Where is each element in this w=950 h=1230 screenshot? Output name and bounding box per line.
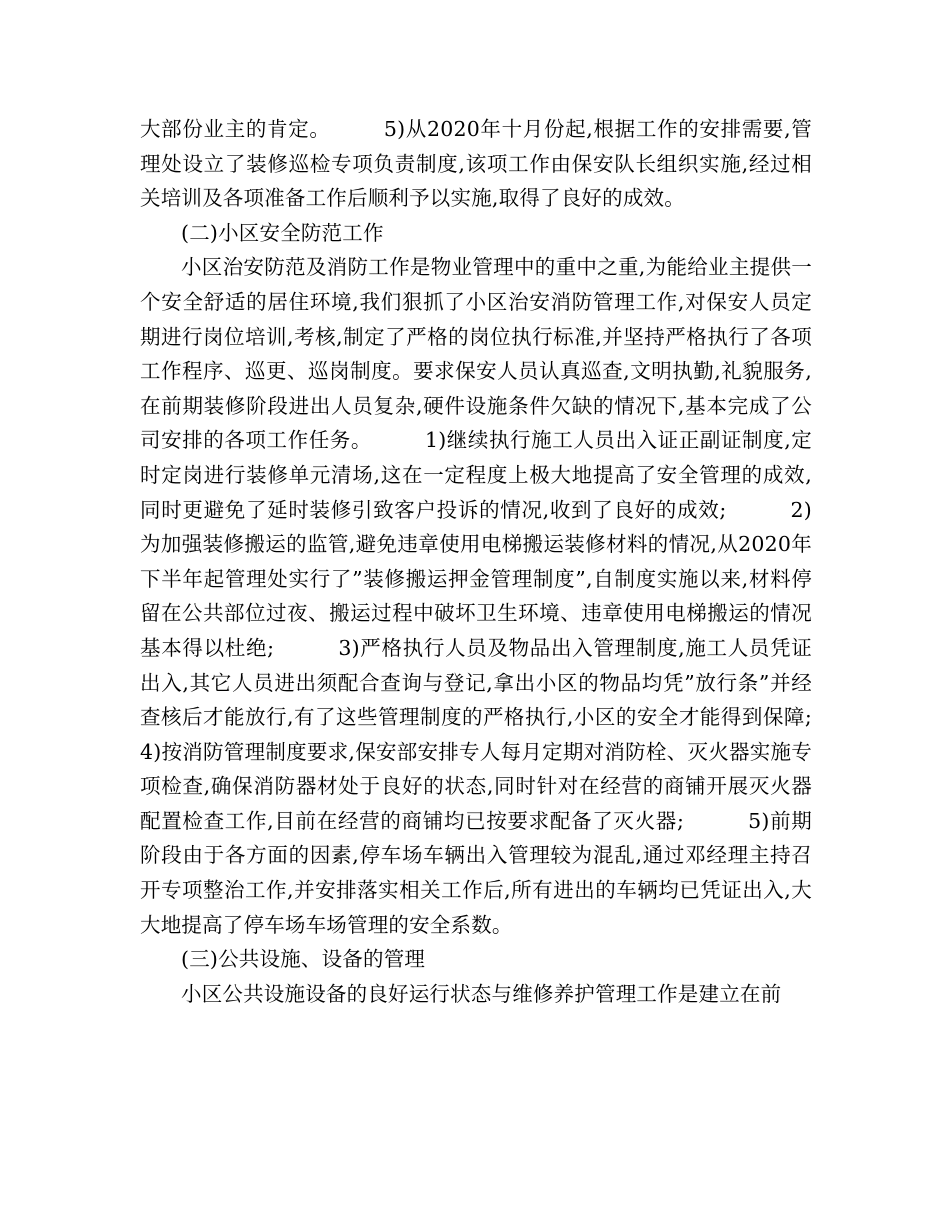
paragraph-security-body: 小区治安防范及消防工作是物业管理中的重中之重,为能给业主提供一个安全舒适的居住环境,我们狠抓了小区治安消防管理工作,对保安人员定期进行岗位培训,考核,制定了严格的岗位执行标准,并坚持严格执行了各项工作程序、巡更、巡岗制度。要求保安人员认真巡查,文明执勤,礼貌服务,在前期装修阶段进出人员复杂,硬件设施条件欠缺的情况下,基本完成了公司安排的各项工作任务。 1)继续执行施工人员出入证正副证制度,定时定岗进行装修单元清场,这在一定程度上极大地提高了安全管理的成效,同时更避免了延时装修引致客户投诉的情况,收到了良好的成效; 2)为加强装修搬运的监管,避免违章使用电梯搬运装修材料的情况,从2020年下半年起管理处实行了”装修搬运押金管理制度”,自制度实施以来,材料停留在公共部位过夜、搬运过程中破坏卫生环境、违章使用电梯搬运的情况基本得以杜绝; 3)严格执行人员及物品出入管理制度,施工人员凭证出入,其它人员进出须配合查询与登记,拿出小区的物品均凭”放行条”并经查核后才能放行,有了这些管理制度的严格执行,小区的安全才能得到保障; 4)按消防管理制度要求,保安部安排专人每月定期对消防栓、灭火器实施专项检查,确保消防器材处于良好的状态,同时针对在经营的商铺开展灭火器配置检查工作,目前在经营的商铺均已按要求配备了灭火器; 5)前期阶段由于各方面的因素,停车场车辆出入管理较为混乱,通过邓经理主持召开专项整治工作,并安排落实相关工作后,所有进出的车辆均已凭证出入,大大地提高了停车场车场管理的安全系数。 [140, 255, 875, 937]
section-heading-facilities: (三)公共设施、设备的管理 [181, 947, 426, 972]
paragraph-facilities-body: 小区公共设施设备的良好运行状态与维修养护管理工作是建立在前 [181, 981, 782, 1006]
paragraph-continuation: 大部份业主的肯定。 5)从2020年十月份起,根据工作的安排需要,管理处设立了装修巡检专项负责制度,该项工作由保安队长组织实施,经过相关培训及各项准备工作后顺利予以实施,取得了良好的成效。 [140, 117, 812, 211]
document-page [140, 112, 875, 1011]
section-heading-security: (二)小区安全防范工作 [181, 220, 384, 245]
